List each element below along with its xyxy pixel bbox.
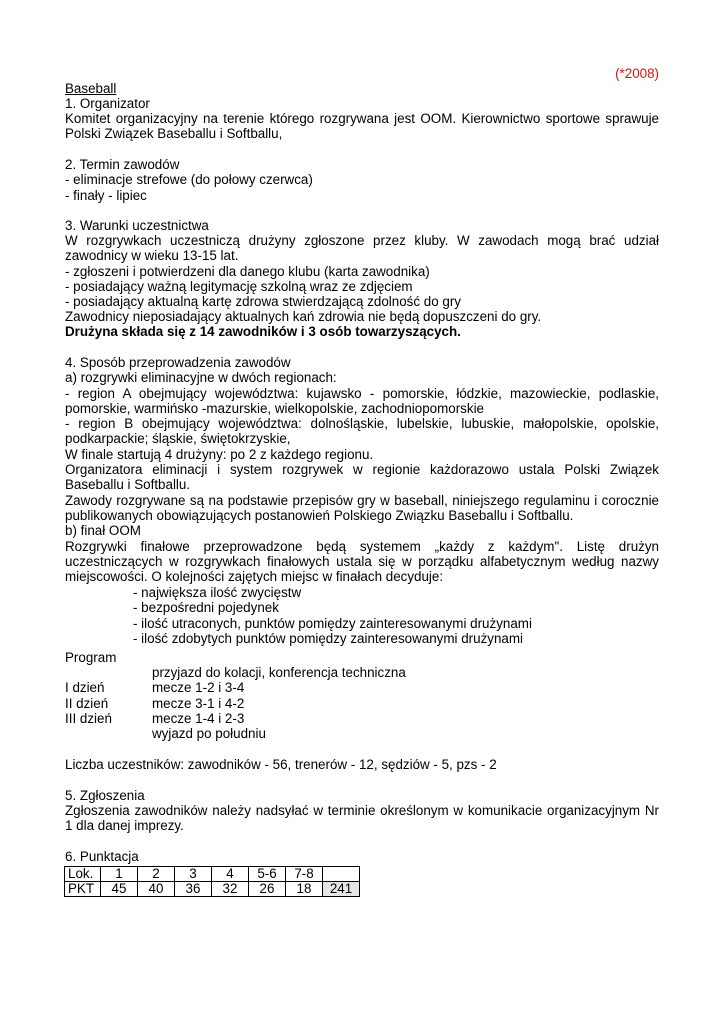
section-3-heading: 3. Warunki uczestnictwa xyxy=(65,218,209,233)
text-line: Organizatora eliminacji i system rozgrywek w regionie każdorazowo ustala Polski Związek xyxy=(65,462,659,477)
total-cell: 241 xyxy=(323,882,360,897)
final-note: W finale startują 4 drużyny: po 2 z każdego regionu. xyxy=(65,447,374,462)
section-1-heading: 1. Organizator xyxy=(65,96,150,111)
program-row-day: II dzień xyxy=(65,696,109,711)
table-cell: 4 xyxy=(212,867,249,882)
list-item: - zgłoszeni i potwierdzeni dla danego klubu (karta zawodnika) xyxy=(65,264,430,279)
table-cell: 7-8 xyxy=(286,867,323,882)
criteria-item: - największa ilość zwycięstw xyxy=(133,585,302,600)
organizer-paragraph xyxy=(65,462,659,492)
participants-line: Liczba uczestników: zawodników - 56, trenerów - 12, sędziów - 5, pzs - 2 xyxy=(65,757,497,772)
program-row-day: I dzień xyxy=(65,680,105,695)
list-item: - posiadający ważną legitymację szkolną wraz ze zdjęciem xyxy=(65,279,413,294)
table-row xyxy=(65,882,360,897)
table-cell: 45 xyxy=(101,882,138,897)
table-cell: 26 xyxy=(249,882,286,897)
year-note: (*2008) xyxy=(615,66,659,81)
text-line: pomorskie, warmińsko -mazurskie, wielkopolskie, zachodniopomorskie xyxy=(65,401,484,417)
section-1-paragraph xyxy=(65,111,659,141)
table-cell: 40 xyxy=(138,882,175,897)
criteria-item: - ilość utraconych, punktów pomiędzy zainteresowanymi drużynami xyxy=(133,616,532,631)
criteria-item: - ilość zdobytych punktów pomiędzy zainteresowanymi drużynami xyxy=(133,631,523,646)
text-line: Rozgrywki finałowe przeprowadzone będą systemem „każdy z każdym". Listę drużyn xyxy=(65,539,659,554)
text-line: - region B obejmujący województwa: dolnośląskie, lubelskie, lubuskie, małopolskie, opolskie, xyxy=(65,416,659,431)
final-paragraph xyxy=(65,539,659,585)
text-line: miejscowości. O kolejności zajętych miejsc w finałach decyduje: xyxy=(65,569,444,585)
team-composition-note: Drużyna składa się z 14 zawodników i 3 osób towarzyszących. xyxy=(65,324,461,339)
text-line: W rozgrywkach uczestniczą drużyny zgłoszone przez kluby. W zawodach mogą brać udział xyxy=(65,233,659,248)
table-cell: 3 xyxy=(175,867,212,882)
program-row-text: mecze 1-4 i 2-3 xyxy=(152,711,245,726)
table-cell: 1 xyxy=(101,867,138,882)
table-cell: 18 xyxy=(286,882,323,897)
document-title: Baseball xyxy=(65,81,117,96)
text-line: Zgłoszenia zawodników należy nadsyłać w terminie określonym w komunikacie organizacyjnym Nr xyxy=(65,803,659,818)
text-line: Polski Związek Baseballu i Softballu, xyxy=(65,126,283,142)
rules-paragraph xyxy=(65,493,659,523)
program-row-text: mecze 3-1 i 4-2 xyxy=(152,696,245,711)
subsection-b: b) finał OOM xyxy=(65,523,141,538)
program-row-text: przyjazd do kolacji, konferencja techniczna xyxy=(152,665,406,680)
table-row xyxy=(65,867,360,882)
region-a-paragraph xyxy=(65,386,659,416)
table-cell: 32 xyxy=(212,882,249,897)
table-cell: 5-6 xyxy=(249,867,286,882)
section-4-heading: 4. Sposób przeprowadzenia zawodów xyxy=(65,355,291,370)
text-line: Baseballu i Softballu. xyxy=(65,477,191,493)
program-row-day: III dzień xyxy=(65,711,112,726)
list-item: - finały - lipiec xyxy=(65,188,147,203)
table-cell xyxy=(323,867,360,882)
text-line: - region A obejmujący województwa: kujawsko - pomorskie, łódzkie, mazowieckie, podlaskie, xyxy=(65,386,659,401)
section-2-heading: 2. Termin zawodów xyxy=(65,157,180,172)
table-cell: 2 xyxy=(138,867,175,882)
section-6-heading: 6. Punktacja xyxy=(65,849,139,864)
program-row-text: mecze 1-2 i 3-4 xyxy=(152,680,245,695)
text-line: publikowanych obowiązujących postanowień Polskiego Związku Baseballu i Softballu. xyxy=(65,508,574,524)
list-item: - posiadający aktualną kartę zdrowa stwierdzającą zdolność do gry xyxy=(65,294,461,309)
text-line: 1 dla danej imprezy. xyxy=(65,818,184,834)
region-b-paragraph xyxy=(65,416,659,446)
section-5-heading: 5. Zgłoszenia xyxy=(65,788,145,803)
criteria-item: - bezpośredni pojedynek xyxy=(133,600,279,615)
text-line: Komitet organizacyjny na terenie którego rozgrywana jest OOM. Kierownictwo sportowe sprawuje xyxy=(65,111,659,126)
points-table xyxy=(64,866,360,897)
subsection-a: a) rozgrywki eliminacyjne w dwóch regionach: xyxy=(65,370,337,385)
table-cell: PKT xyxy=(65,882,101,897)
text-line: Zawody rozgrywane są na podstawie przepisów gry w baseball, niniejszego regulaminu i corocznie xyxy=(65,493,659,508)
table-cell: Lok. xyxy=(65,867,101,882)
list-item: Zawodnicy nieposiadający aktualnych kań zdrowia nie będą dopuszczeni do gry. xyxy=(65,309,542,324)
text-line: uczestniczących w rozgrywkach finałowych ustala się w porządku alfabetycznym według nazwy xyxy=(65,554,659,570)
section-5-paragraph xyxy=(65,803,659,833)
program-label: Program xyxy=(65,650,117,665)
program-row-text: wyjazd po południu xyxy=(152,726,266,741)
text-line: zawodnicy w wieku 13-15 lat. xyxy=(65,248,239,264)
list-item: - eliminacje strefowe (do połowy czerwca) xyxy=(65,172,313,187)
table-cell: 36 xyxy=(175,882,212,897)
section-3-paragraph xyxy=(65,233,659,263)
text-line: podkarpackie; śląskie, świętokrzyskie, xyxy=(65,431,291,447)
